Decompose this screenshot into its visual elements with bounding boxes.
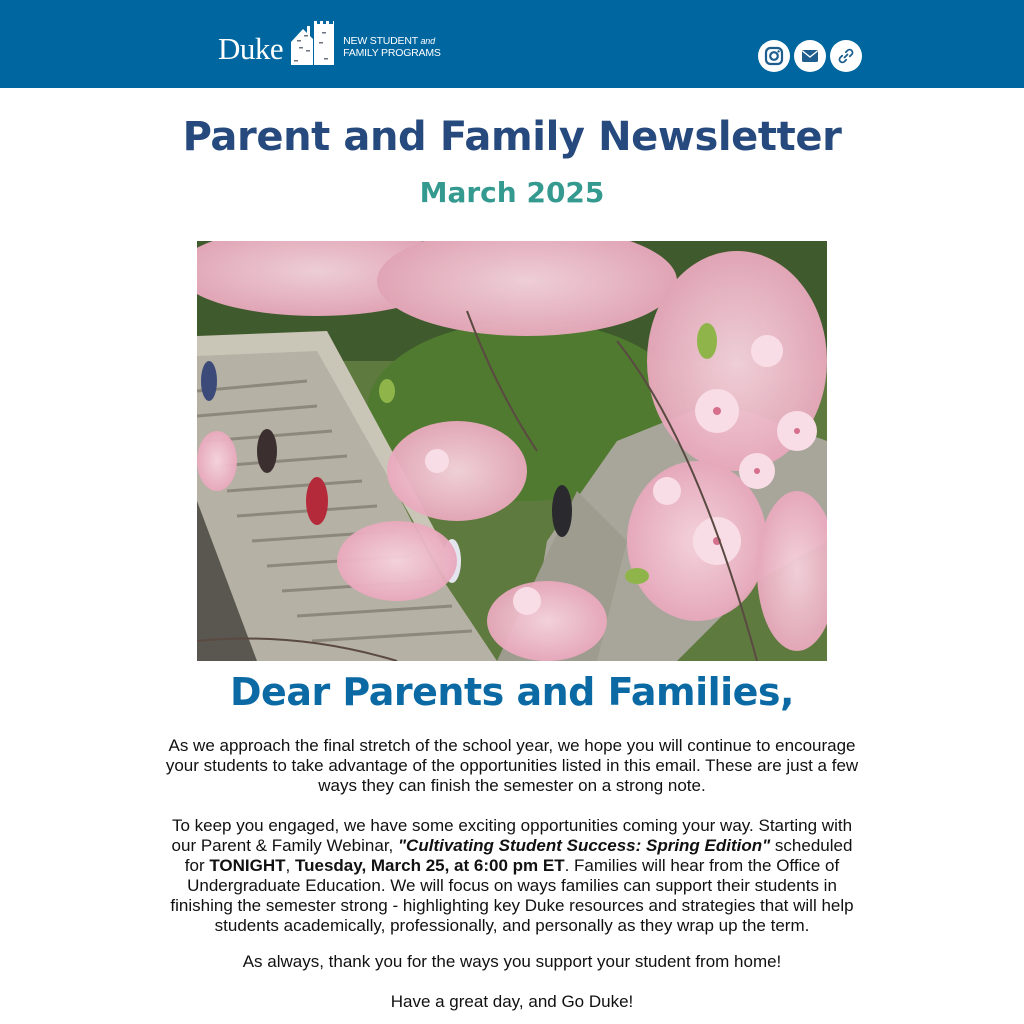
logo-program-name [343,35,441,59]
link-icon [837,47,855,65]
webinar-scheduled: scheduled for [184,836,853,875]
logo-line2: FAMILY PROGRAMS [343,47,441,59]
letter-closing: Have a great day, and Go Duke! [390,992,634,1011]
letter-body [162,736,862,1012]
webinar-intro: To keep you engaged, we have some exciting opportunities coming your way. Starting with our Parent & Family Webinar, [171,816,853,855]
cherry-blossom-photo [197,241,827,661]
hero-image [197,241,827,661]
header-banner [0,0,1024,88]
duke-building-icon [289,20,335,66]
webinar-title: "Cultivating Student Success: Spring Edition" [398,836,771,855]
mail-icon [801,49,819,63]
email-button[interactable] [794,40,826,72]
letter-paragraph-2 [162,816,862,936]
webinar-datetime: Tuesday, March 25, at 6:00 pm ET [295,856,565,875]
social-links [758,40,862,72]
instagram-button[interactable] [758,40,790,72]
logo-line1: NEW STUDENT [343,35,418,47]
logo-and: and [420,36,435,46]
letter-greeting: Dear Parents and Families, [230,670,794,714]
newsletter-date: March 2025 [419,176,605,209]
letter-paragraph-3: As always, thank you for the ways you support your student from home! [242,952,782,971]
webinar-details: . Families will hear from the Office of Undergraduate Education. We will focus on ways families can support their students in finishing the semester strong - highlighting key Duke resources and strategies that will help students academically, professionally, and personally as they wrap up the term. [170,856,854,935]
instagram-icon [764,46,784,66]
webinar-tonight: TONIGHT [209,856,286,875]
logo-wordmark: Duke [218,30,284,66]
newsletter-title: Parent and Family Newsletter [182,114,842,160]
webinar-comma: , [285,856,295,875]
duke-nsfp-logo[interactable] [218,20,441,66]
website-link-button[interactable] [830,40,862,72]
letter-paragraph-1: As we approach the final stretch of the school year, we hope you will continue to encourage your students to take advantage of the opportunities listed in this email. These are just a few ways they can finish the semester on a strong note. [165,736,859,795]
